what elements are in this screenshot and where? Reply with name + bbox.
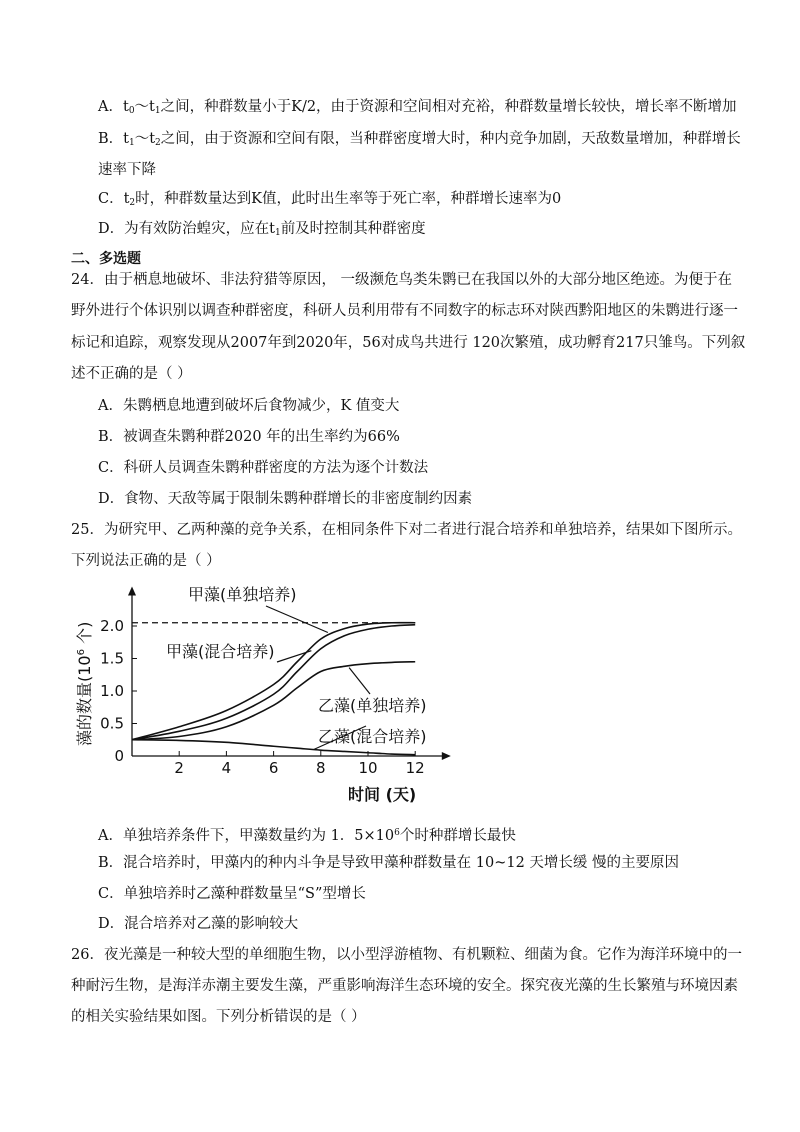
series-leader-line-2 — [277, 651, 311, 662]
series-label-4: 乙藻(混合培养) — [318, 727, 427, 746]
q24-stem-line-4: 述不正确的是（ ） — [71, 366, 192, 382]
x-axis-label: 时间 (天) — [348, 785, 417, 804]
series-label-3: 乙藻(单独培养) — [318, 696, 427, 715]
series-label-2: 甲藻(混合培养) — [166, 642, 275, 661]
q24-stem-line-1: 24．由于栖息地破坏、非法狩猎等原因， 一级濒危鸟类朱鹮已在我国以外的大部分地区绝迹。为便于在 — [71, 272, 733, 288]
q24-option-d: D．食物、天敌等属于限制朱鹮种群增长的非密度制约因素 — [98, 491, 473, 507]
q24-stem-line-3: 标记和追踪，观察发现从2007年到2020年，56对成鸟共进行 120次繁殖，成功孵育217只雏鸟。下列叙 — [71, 335, 746, 351]
q23-option-b-continuation: 速率下降 — [98, 162, 156, 178]
x-tick-label: 8 — [316, 759, 326, 777]
y-tick-label: 1.5 — [100, 649, 124, 668]
q26-stem-line-1: 26．夜光藻是一种较大型的单细胞生物，以小型浮游植物、有机颗粒、细菌为食。它作为海洋环境中的一 — [71, 947, 742, 963]
q25-option-a: A．单独培养条件下，甲藻数量约为 1．$5\times 10^6$个时种群增长最快 — [98, 828, 516, 844]
q23-option-a: A．$t_0\sim t_1$之间，种群数量小于K/2，由于资源和空间相对充裕，种群数量增长较快，增长率不断增加 — [98, 99, 737, 116]
q24-option-c: C．科研人员调查朱鹮种群密度的方法为逐个计数法 — [98, 460, 429, 476]
q25-option-c: C．单独培养时乙藻种群数量呈“S”型增长 — [98, 886, 366, 902]
y-tick-label: 0 — [114, 747, 124, 765]
q23-option-d: D．为有效防治蝗灾，应在$t_1$前及时控制其种群密度 — [98, 221, 426, 238]
q26-stem-line-2: 种耐污生物，是海洋赤潮主要发生藻，严重影响海洋生态环境的安全。探究夜光藻的生长繁殖与环境因素 — [71, 978, 738, 994]
y-axis-label: 藻的数量($10^6$ 个) — [75, 621, 94, 746]
q23-option-c: C．$t_2$时，种群数量达到K值，此时出生率等于死亡率，种群增长速率为0 — [98, 191, 562, 208]
y-tick-label: 1.0 — [100, 682, 124, 700]
q24-stem-line-2: 野外进行个体识别以调查种群密度，科研人员利用带有不同数字的标志环对陕西黔阳地区的朱鹮进行逐一 — [71, 303, 738, 319]
q25-option-d: D．混合培养对乙藻的影响较大 — [98, 916, 299, 932]
x-axis-arrow — [442, 752, 451, 760]
x-tick-label: 10 — [358, 759, 378, 777]
q26-stem-line-3: 的相关实验结果如图。下列分析错误的是（ ） — [71, 1009, 366, 1025]
algae-growth-chart — [70, 576, 470, 808]
y-axis-arrow — [128, 587, 136, 596]
q25-stem-line-1: 25．为研究甲、乙两种藻的竞争关系，在相同条件下对二者进行混合培养和单独培养，结果如下图所示。 — [71, 522, 742, 538]
series-leader-line-3 — [349, 668, 370, 694]
y-tick-label: 0.5 — [100, 714, 124, 733]
q25-stem-line-2: 下列说法正确的是（ ） — [71, 553, 221, 569]
series-leader-line-1 — [266, 606, 328, 633]
x-tick-label: 12 — [405, 759, 425, 777]
q24-option-a: A．朱鹮栖息地遭到破坏后食物减少，K 值变大 — [98, 398, 400, 414]
x-tick-label: 6 — [268, 759, 279, 777]
q25-option-b: B．混合培养时，甲藻内的种内斗争是导致甲藻种群数量在 10~12 天增长缓 慢的主要原因 — [98, 855, 680, 871]
series-label-1: 甲藻(单独培养) — [188, 585, 297, 604]
q23-option-b: B．$t_1\sim t_2$之间，由于资源和空间有限，当种群密度增大时，种内竞争加剧，天敌数量增加，种群增长 — [98, 131, 741, 148]
y-tick-label: 2.0 — [100, 617, 124, 635]
series-line-1 — [132, 623, 415, 740]
x-tick-label: 4 — [221, 759, 232, 777]
chart-axes — [100, 587, 451, 778]
section-title: 二、多选题 — [71, 251, 141, 267]
q24-option-b: B．被调查朱鹮种群2020 年的出生率约为66% — [98, 429, 400, 445]
x-tick-label: 2 — [174, 759, 184, 777]
